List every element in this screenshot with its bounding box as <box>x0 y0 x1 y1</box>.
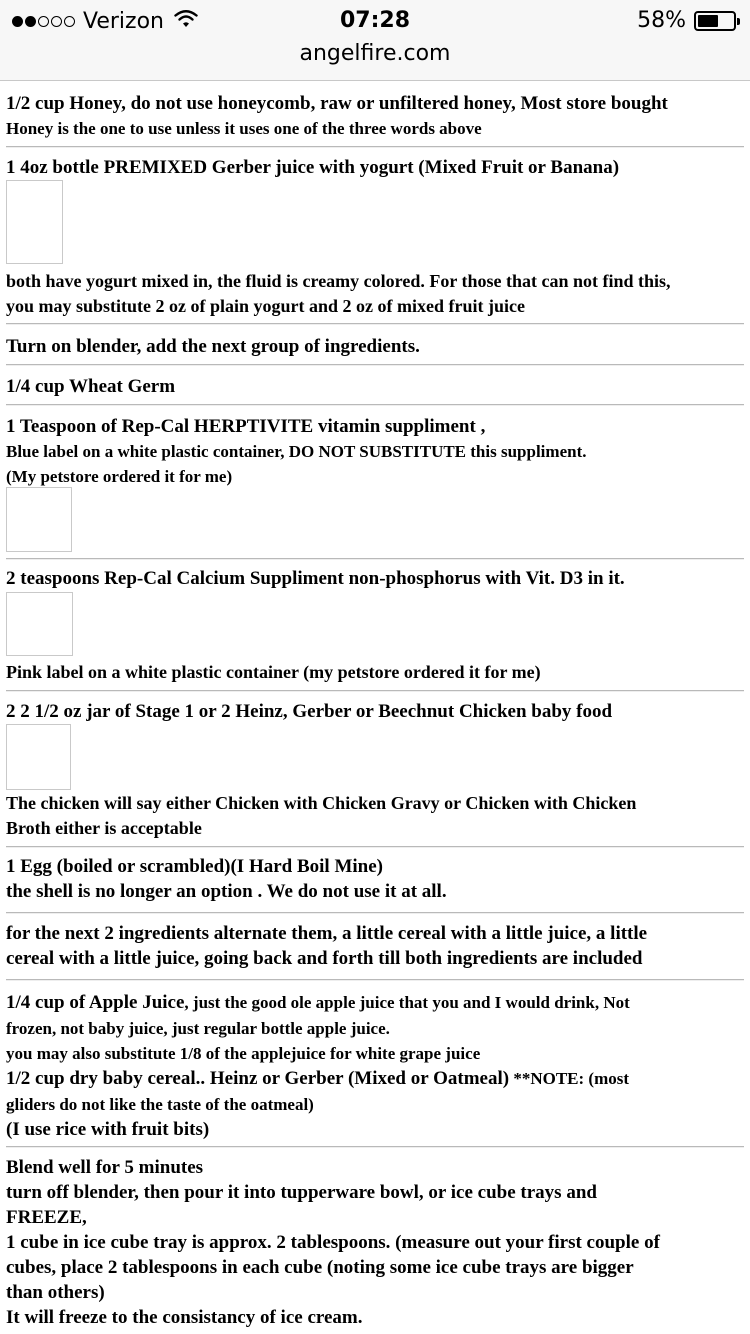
carrier-name: Verizon <box>83 9 164 34</box>
egg-line-2: the shell is no longer an option . We do not use it at all. <box>6 881 447 902</box>
egg-line-1: 1 Egg (boiled or scrambled)(I Hard Boil Mine) <box>6 856 383 877</box>
apple-juice-note: , just the good ole apple juice that you and I would drink, Not <box>184 993 630 1012</box>
cereal-heading: 1/2 cup dry baby cereal.. Heinz or Gerber (Mixed or Oatmeal) <box>6 1068 510 1089</box>
vitamin-image-placeholder <box>6 487 72 552</box>
alternate-line-1: for the next 2 ingredients alternate them, a little cereal with a little juice, a little <box>6 923 648 944</box>
juice-image-placeholder <box>6 180 63 264</box>
apple-line-1 <box>6 990 744 1016</box>
calcium-line-2: Pink label on a white plastic container (my petstore ordered it for me) <box>6 662 541 682</box>
germ-line-1: 1/4 cup Wheat Germ <box>6 376 176 397</box>
calcium-section-note <box>6 660 744 685</box>
blend-line-1: Blend well for 5 minutes <box>6 1157 204 1178</box>
calcium-line-1: 2 teaspoons Rep-Cal Calcium Suppliment non-phosphorus with Vit. D3 in it. <box>6 568 625 589</box>
calcium-image-placeholder <box>6 592 73 656</box>
chicken-section-note <box>6 791 744 841</box>
juice-line-3: you may substitute 2 oz of plain yogurt and 2 oz of mixed fruit juice <box>6 296 525 316</box>
battery-area <box>637 8 736 33</box>
battery-icon <box>694 11 736 31</box>
vitamin-section <box>6 414 744 489</box>
honey-line-2: Honey is the one to use unless it uses one of the three words above <box>6 119 482 138</box>
apple-line-2: frozen, not baby juice, just regular bottle apple juice. <box>6 1019 390 1038</box>
cereal-note: **NOTE: (most <box>509 1069 630 1088</box>
juice-section-note <box>6 269 744 319</box>
chicken-line-2: The chicken will say either Chicken with Chicken Gravy or Chicken with Chicken <box>6 793 637 813</box>
blend-line-5: cubes, place 2 tablespoons in each cube (noting some ice cube trays are bigger <box>6 1257 634 1278</box>
apple-juice-heading: 1/4 cup of Apple Juice <box>6 992 185 1013</box>
apple-line-3: you may also substitute 1/8 of the applejuice for white grape juice <box>6 1044 481 1063</box>
divider <box>6 404 744 406</box>
divider <box>6 846 744 848</box>
blend-line-2: turn off blender, then pour it into tupperware bowl, or ice cube trays and <box>6 1182 597 1203</box>
alternate-section <box>6 921 744 971</box>
divider <box>6 558 744 560</box>
vitamin-line-3: (My petstore ordered it for me) <box>6 467 233 486</box>
divider <box>6 146 744 148</box>
blend-section <box>6 1155 744 1330</box>
divider <box>6 364 744 366</box>
honey-line-1: 1/2 cup Honey, do not use honeycomb, raw or unfiltered honey, Most store bought <box>6 93 668 114</box>
blend-line-7: It will freeze to the consistancy of ice cream. <box>6 1307 363 1328</box>
germ-section <box>6 374 744 399</box>
honey-section <box>6 91 744 141</box>
chicken-line-1: 2 2 1/2 oz jar of Stage 1 or 2 Heinz, Gerber or Beechnut Chicken baby food <box>6 701 613 722</box>
divider <box>6 979 744 981</box>
juice-line-2: both have yogurt mixed in, the fluid is creamy colored. For those that can not find this, <box>6 271 671 291</box>
alternate-line-2: cereal with a little juice, going back and forth till both ingredients are included <box>6 948 643 969</box>
blender-line-1: Turn on blender, add the next group of ingredients. <box>6 336 420 357</box>
status-bar <box>0 0 750 81</box>
battery-percent: 58% <box>637 8 686 33</box>
cereal-line-2: gliders do not like the taste of the oatmeal) <box>6 1095 314 1114</box>
egg-section <box>6 854 744 904</box>
chicken-line-3: Broth either is acceptable <box>6 818 202 838</box>
blend-line-3: FREEZE, <box>6 1207 87 1228</box>
chicken-image-placeholder <box>6 724 71 790</box>
chicken-section <box>6 699 744 724</box>
divider <box>6 690 744 692</box>
blend-line-6: than others) <box>6 1282 105 1303</box>
juice-section <box>6 155 744 180</box>
juice-line-1: 1 4oz bottle PREMIXED Gerber juice with yogurt (Mixed Fruit or Banana) <box>6 157 620 178</box>
divider <box>6 912 744 914</box>
address-bar-url[interactable]: angelfire.com <box>299 41 451 66</box>
vitamin-line-2: Blue label on a white plastic container, DO NOT SUBSTITUTE this suppliment. <box>6 442 587 461</box>
apple-cereal-section <box>6 990 744 1142</box>
clock: 07:28 <box>339 8 411 33</box>
divider <box>6 1146 744 1148</box>
calcium-section <box>6 566 744 591</box>
cereal-line-1 <box>6 1066 744 1092</box>
vitamin-line-1: 1 Teaspoon of Rep-Cal HERPTIVITE vitamin suppliment , <box>6 416 486 437</box>
divider <box>6 323 744 325</box>
blend-line-4: 1 cube in ice cube tray is approx. 2 tablespoons. (measure out your first couple of <box>6 1232 660 1253</box>
blender-section <box>6 334 744 359</box>
cereal-line-3: (I use rice with fruit bits) <box>6 1119 210 1140</box>
